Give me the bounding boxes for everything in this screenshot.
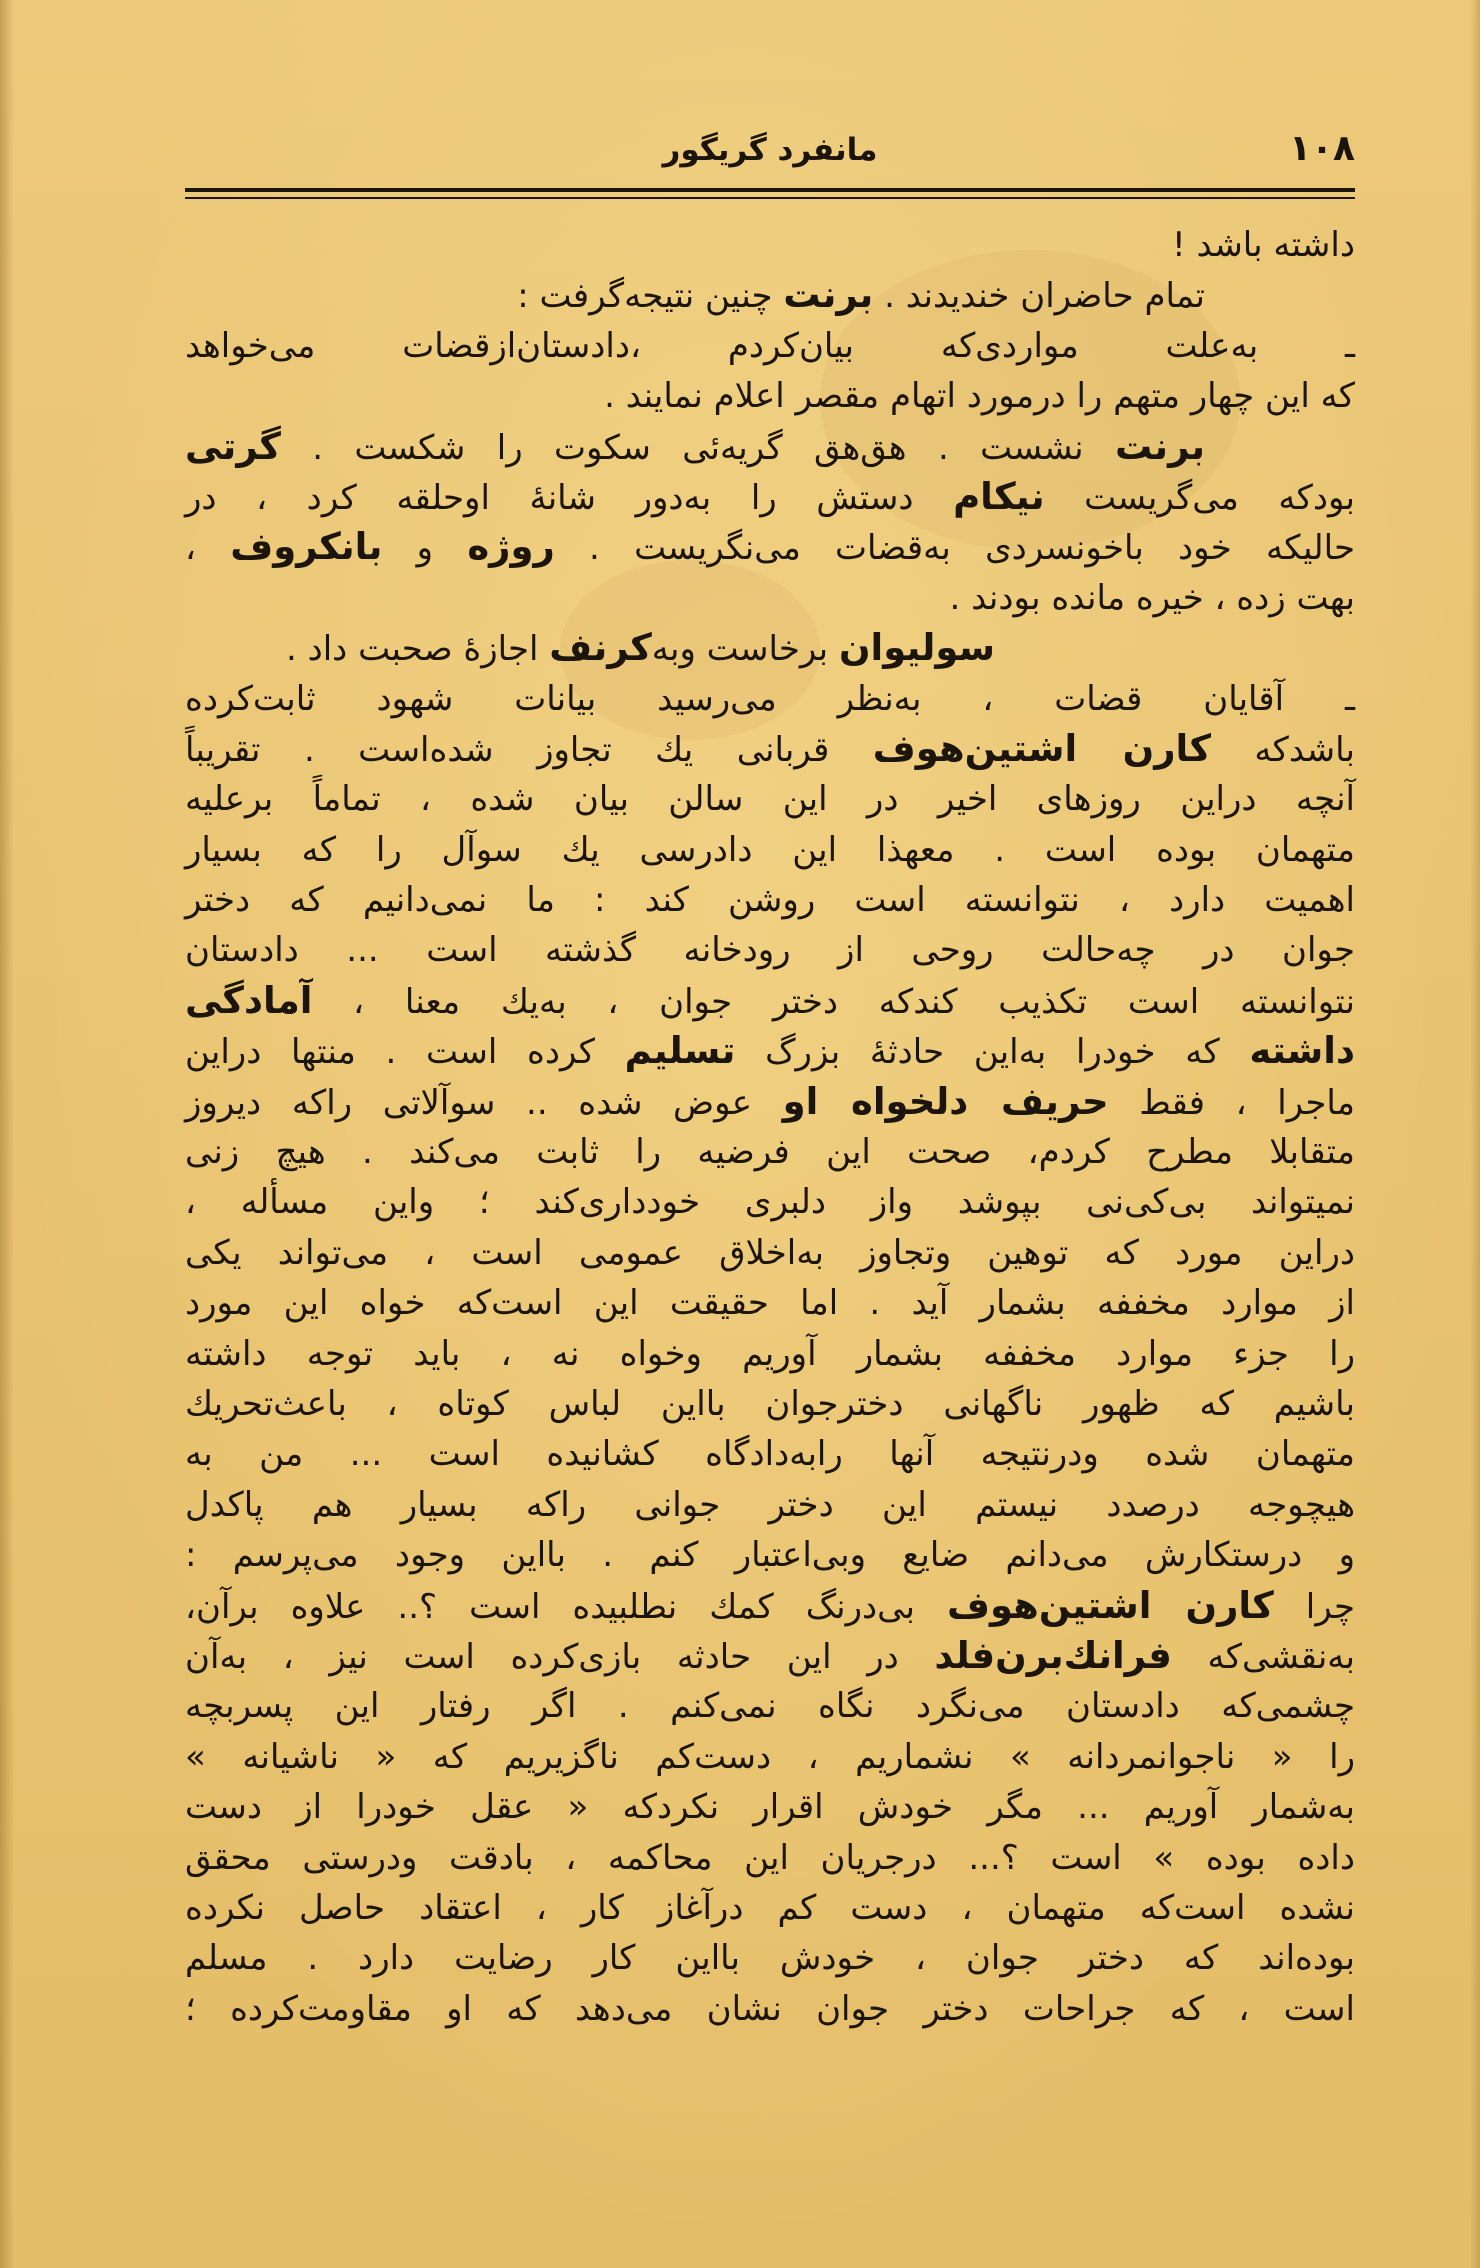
text-span: دستش را به‌دور شانهٔ اوحلقه کرد ، در [185,477,954,518]
text-line [185,1631,1355,1681]
text-line [185,674,1355,724]
text-span: به‌شمار آوریم ... مگر خودش اقرار نکردکه « عقل خودرا از دست [185,1787,1355,1828]
bold-name: برنت [783,273,874,317]
text-span: جوان در چه‌حالت روحی از رودخانه گذشته است ... دادستان [185,930,1355,971]
text-span: باشیم که ظهور ناگهانی دخترجوان بااین لباس کوتاه ، باعث‌تحریك [185,1383,1355,1424]
text-span: تمام حاضران خندیدند . [873,276,1205,317]
text-line [185,1681,1355,1731]
text-span: باشدکه [1210,729,1355,770]
bold-name: برنت [1115,424,1205,468]
text-span: داده بوده » است ؟... درجریان این محاکمه ، بادقت ودرستی محقق [185,1837,1355,1878]
text-line [185,422,1355,472]
text-span: را جزء موارد مخففه بشمار آوریم وخواه نه ، باید توجه داشته [185,1333,1355,1374]
text-span: که خودرا به‌این حادثهٔ بزرگ [735,1032,1250,1073]
text-span: دراین مورد که توهین وتجاوز به‌اخلاق عمومی است ، می‌تواند یکی [185,1232,1355,1273]
text-line [185,472,1355,522]
text-span: به‌نقشی‌که [1171,1636,1355,1677]
header-rule-thick [185,188,1355,192]
text-span: هیچوجه درصدد نیستم این دختر جوانی راکه بسیار هم پاکدل [185,1484,1355,1525]
text-span: کرده است . منتها دراین [185,1032,625,1073]
text-line [185,1379,1355,1429]
text-span: ، [185,528,231,569]
text-line [185,1933,1355,1983]
bold-name: روژه [467,525,555,569]
text-line [185,1732,1355,1782]
text-line [185,1077,1355,1127]
bold-name: نیکام [953,474,1045,518]
text-span: را « ناجوانمردانه » نشماریم ، دست‌کم ناگزیریم که « ناشیانه » [185,1736,1355,1777]
text-line [185,1329,1355,1379]
text-line [185,623,1355,673]
bold-name: گرتی [185,424,281,468]
text-span: اهمیت دارد ، نتوانسته است روشن کند : ما نمی‌دانیم که دختر [185,880,1355,921]
bold-name: سولیوان [838,626,995,670]
text-span: بهت زده ، خیره مانده بودند . [949,577,1355,618]
header-rule-thin [185,197,1355,199]
text-span: برخاست وبه‌ [651,629,839,670]
text-span: بی‌درنگ کمك نطلبیده است ؟.. علاوه برآن، [185,1586,947,1627]
text-span: نتوانسته است تکذیب کندکه دختر جوان ، به‌یك معنا ، [312,981,1355,1022]
text-span: ماجرا ، فقط [1108,1082,1355,1123]
text-span: که این چهار متهم را درمورد اتهام مقصر اعلام نمایند . [604,376,1355,417]
text-line [185,1581,1355,1631]
text-span: در این حادثه بازی‌کرده است نیز ، به‌آن [185,1636,935,1677]
text-span: اجازهٔ صحبت داد . [285,629,550,670]
text-line [185,1782,1355,1832]
text-span: است ، که جراحات دختر جوان نشان می‌دهد که او مقاومت‌کرده ؛ [185,1988,1355,2029]
text-span: بودکه می‌گریست [1044,477,1355,518]
text-line [185,1127,1355,1177]
bold-name: بانکروف [230,525,383,569]
text-line [185,1228,1355,1278]
text-line [185,321,1355,371]
text-span: ـ به‌علت مواردی‌که بیان‌کردم ،دادستان‌ازقضات می‌خواهد [185,325,1355,366]
text-span: نشده است‌که متهمان ، دست کم درآغاز کار ، اعتقاد حاصل نکرده [185,1887,1355,1928]
text-span: و [382,528,468,569]
text-line [185,573,1355,623]
text-span: چنین نتیجه‌گرفت : [517,276,784,317]
text-line [185,1026,1355,1076]
text-line [185,976,1355,1026]
text-line [185,875,1355,925]
text-span: متقابلا مطرح کردم، صحت این فرضیه را ثابت می‌کند . هیچ زنی [185,1132,1355,1173]
bold-name: کارن اشتین‌هوف [947,1583,1274,1627]
text-span: ـ آقایان قضات ، به‌نظر می‌رسید بیانات شهود ثابت‌کرده [185,678,1355,719]
text-line [185,1278,1355,1328]
text-span: عوض شده .. سوآلاتی راکه دیروز [185,1082,783,1123]
text-line [185,1833,1355,1883]
body-text [185,220,1355,2034]
text-line [185,925,1355,975]
text-line [185,1984,1355,2034]
text-span: قربانی یك تجاوز شده‌است . تقریباً [185,729,873,770]
text-span: آنچه دراین روزهای اخیر در این سالن بیان شده ، تماماً برعلیه [185,779,1355,820]
text-span: و درستکارش می‌دانم ضایع وبی‌اعتبار کنم . بااین وجود می‌پرسم : [185,1535,1355,1576]
text-line [185,774,1355,824]
text-span: نمیتواند بی‌کی‌نی بپوشد واز دلبری خودداری‌کند ؛ واین مسأله ، [185,1182,1355,1223]
text-line [185,220,1355,270]
text-line [185,1883,1355,1933]
text-line [185,1480,1355,1530]
bold-name: حریف دلخواه او [782,1079,1109,1123]
text-span: متهمان بوده است . معهذا این دادرسی یك سوآل را که بسیار [185,829,1355,870]
text-span: از موارد مخففه بشمار آید . اما حقیقت این است‌که خواه این مورد [185,1283,1355,1324]
bold-name: کرنف [549,626,652,670]
text-line [185,1429,1355,1479]
bold-name: داشته [1249,1029,1355,1073]
running-title: مانفرد گریگور [662,132,878,168]
text-span: بوده‌اند که دختر جوان ، خودش بااین کار رضایت دارد . مسلم [185,1938,1355,1979]
bold-name: تسلیم [624,1029,736,1073]
text-line [185,270,1355,320]
text-span: نشست . هق‌هق گریه‌ئی سکوت را شکست . [280,427,1116,468]
text-span: چرا [1273,1586,1356,1627]
text-line [185,724,1355,774]
text-line [185,371,1355,421]
text-span: حالیکه خود باخونسردی به‌قضات می‌نگریست . [554,528,1355,569]
page-header [185,128,1355,178]
text-span: داشته باشد ! [1172,225,1355,265]
text-line [185,1530,1355,1580]
bold-name: آمادگی [185,978,313,1022]
bold-name: کارن اشتین‌هوف [872,726,1211,770]
text-line [185,522,1355,572]
text-line [185,1177,1355,1227]
text-span: چشمی‌که دادستان می‌نگرد نگاه نمی‌کنم . اگر رفتار این پسربچه [185,1686,1355,1727]
text-span: متهمان شده ودرنتیجه آنها رابه‌دادگاه کشانیده است ... من به [185,1434,1355,1475]
page-number: ۱۰۸ [1289,128,1355,169]
bold-name: فرانك‌برن‌فلد [934,1633,1172,1677]
text-line [185,825,1355,875]
